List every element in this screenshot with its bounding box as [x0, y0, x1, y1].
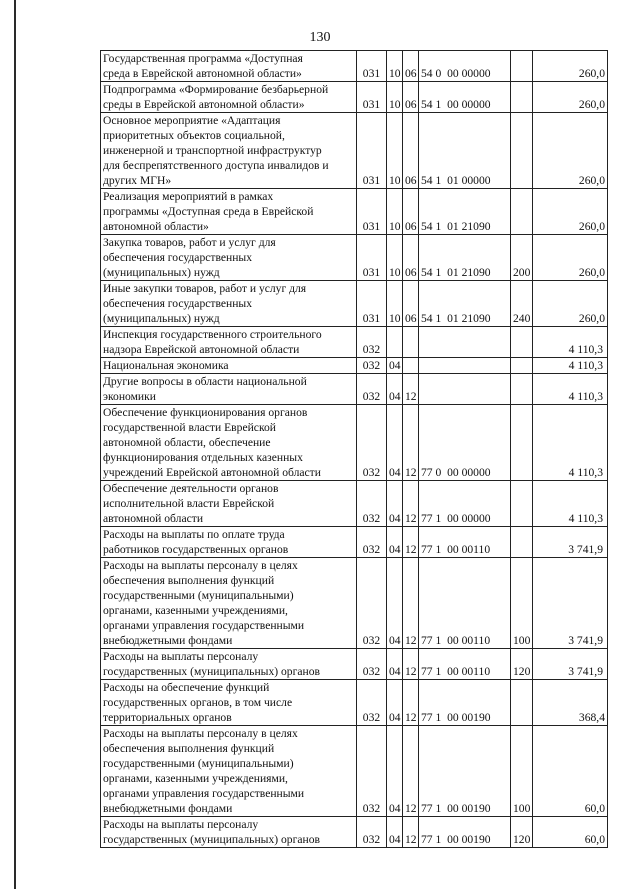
amount: 368,4 — [533, 680, 608, 726]
table-row — [101, 649, 608, 680]
target-code: 54 0 00 00000 — [419, 51, 511, 82]
section-code: 04 — [387, 726, 403, 817]
target-code: 54 1 01 00000 — [419, 113, 511, 189]
subsection-code — [403, 358, 419, 374]
target-code — [419, 327, 511, 358]
target-code — [419, 358, 511, 374]
subsection-code: 12 — [403, 680, 419, 726]
subsection-code: 06 — [403, 235, 419, 281]
subsection-code: 12 — [403, 817, 419, 848]
item-name: Расходы на выплаты персоналу в целях обеспечения выполнения функций государственными (муниципальными) органами, казенными учреждениями, органами управления государственными внебюджетными фондами — [101, 726, 357, 817]
amount: 60,0 — [533, 817, 608, 848]
expense-type-code — [511, 189, 533, 235]
section-code: 04 — [387, 374, 403, 405]
table-row — [101, 235, 608, 281]
amount: 3 741,9 — [533, 527, 608, 558]
target-code: 77 1 00 00110 — [419, 527, 511, 558]
section-code: 10 — [387, 82, 403, 113]
section-code: 04 — [387, 817, 403, 848]
expense-type-code — [511, 374, 533, 405]
item-name: Расходы на обеспечение функций государственных органов, в том числе территориальных органов — [101, 680, 357, 726]
ved-code: 031 — [357, 51, 387, 82]
item-name: Расходы на выплаты персоналу государственных (муниципальных) органов — [101, 649, 357, 680]
section-code: 10 — [387, 113, 403, 189]
expense-type-code: 120 — [511, 649, 533, 680]
table-row — [101, 358, 608, 374]
expense-type-code — [511, 358, 533, 374]
section-code: 10 — [387, 281, 403, 327]
subsection-code: 12 — [403, 726, 419, 817]
ved-code: 032 — [357, 327, 387, 358]
table-row — [101, 527, 608, 558]
amount: 260,0 — [533, 281, 608, 327]
expense-type-code — [511, 405, 533, 481]
amount: 4 110,3 — [533, 481, 608, 527]
ved-code: 031 — [357, 113, 387, 189]
table-row — [101, 558, 608, 649]
section-code: 04 — [387, 481, 403, 527]
ved-code: 032 — [357, 649, 387, 680]
table-row — [101, 281, 608, 327]
target-code: 54 1 01 21090 — [419, 281, 511, 327]
subsection-code: 12 — [403, 405, 419, 481]
table-row — [101, 726, 608, 817]
target-code: 77 0 00 00000 — [419, 405, 511, 481]
item-name: Государственная программа «Доступная среда в Еврейской автономной области» — [101, 51, 357, 82]
item-name: Расходы на выплаты персоналу в целях обеспечения выполнения функций государственными (муниципальными) органами, казенными учреждениями, органами управления государственными внебюджетными фондами — [101, 558, 357, 649]
ved-code: 032 — [357, 358, 387, 374]
table-row — [101, 481, 608, 527]
amount: 4 110,3 — [533, 358, 608, 374]
budget-table — [100, 50, 608, 848]
table-row — [101, 51, 608, 82]
ved-code: 031 — [357, 281, 387, 327]
ved-code: 032 — [357, 726, 387, 817]
target-code: 77 1 00 00190 — [419, 817, 511, 848]
amount: 3 741,9 — [533, 558, 608, 649]
item-name: Инспекция государственного строительного надзора Еврейской автономной области — [101, 327, 357, 358]
amount: 4 110,3 — [533, 405, 608, 481]
subsection-code: 06 — [403, 113, 419, 189]
subsection-code: 12 — [403, 374, 419, 405]
ved-code: 032 — [357, 558, 387, 649]
expense-type-code: 200 — [511, 235, 533, 281]
item-name: Закупка товаров, работ и услуг для обеспечения государственных (муниципальных) нужд — [101, 235, 357, 281]
expense-type-code — [511, 527, 533, 558]
expense-type-code — [511, 113, 533, 189]
target-code: 77 1 00 00110 — [419, 649, 511, 680]
target-code: 77 1 00 00190 — [419, 726, 511, 817]
item-name: Расходы на выплаты персоналу государственных (муниципальных) органов — [101, 817, 357, 848]
target-code: 54 1 00 00000 — [419, 82, 511, 113]
subsection-code — [403, 327, 419, 358]
ved-code: 031 — [357, 82, 387, 113]
table-row — [101, 817, 608, 848]
subsection-code: 12 — [403, 481, 419, 527]
expense-type-code: 240 — [511, 281, 533, 327]
table-row — [101, 113, 608, 189]
subsection-code: 12 — [403, 558, 419, 649]
section-code: 10 — [387, 235, 403, 281]
section-code: 04 — [387, 680, 403, 726]
expense-type-code — [511, 680, 533, 726]
amount: 4 110,3 — [533, 374, 608, 405]
ved-code: 032 — [357, 527, 387, 558]
table-row — [101, 82, 608, 113]
expense-type-code — [511, 481, 533, 527]
target-code: 77 1 00 00110 — [419, 558, 511, 649]
item-name: Обеспечение деятельности органов исполнительной власти Еврейской автономной области — [101, 481, 357, 527]
section-code — [387, 327, 403, 358]
expense-type-code: 120 — [511, 817, 533, 848]
amount: 4 110,3 — [533, 327, 608, 358]
subsection-code: 06 — [403, 281, 419, 327]
ved-code: 032 — [357, 680, 387, 726]
expense-type-code: 100 — [511, 558, 533, 649]
subsection-code: 12 — [403, 649, 419, 680]
ved-code: 032 — [357, 374, 387, 405]
section-code: 10 — [387, 51, 403, 82]
section-code: 10 — [387, 189, 403, 235]
subsection-code: 06 — [403, 189, 419, 235]
subsection-code: 12 — [403, 527, 419, 558]
section-code: 04 — [387, 649, 403, 680]
amount: 260,0 — [533, 82, 608, 113]
item-name: Обеспечение функционирования органов государственной власти Еврейской автономной области, обеспечение функционирования отдельных казенных учреждений Еврейской автономной области — [101, 405, 357, 481]
ved-code: 031 — [357, 235, 387, 281]
target-code — [419, 374, 511, 405]
subsection-code: 06 — [403, 51, 419, 82]
amount: 260,0 — [533, 189, 608, 235]
expense-type-code — [511, 327, 533, 358]
page-binding-line — [14, 0, 16, 889]
target-code: 77 1 00 00000 — [419, 481, 511, 527]
table-row — [101, 680, 608, 726]
target-code: 54 1 01 21090 — [419, 235, 511, 281]
ved-code: 032 — [357, 481, 387, 527]
subsection-code: 06 — [403, 82, 419, 113]
item-name: Основное мероприятие «Адаптация приоритетных объектов социальной, инженерной и транспортной инфраструктур для беспрепятственного доступа инвалидов и других МГН» — [101, 113, 357, 189]
ved-code: 031 — [357, 189, 387, 235]
section-code: 04 — [387, 527, 403, 558]
budget-table-body — [101, 51, 608, 848]
item-name: Подпрограмма «Формирование безбарьерной среды в Еврейской автономной области» — [101, 82, 357, 113]
table-row — [101, 405, 608, 481]
expense-type-code — [511, 51, 533, 82]
amount: 260,0 — [533, 51, 608, 82]
amount: 260,0 — [533, 235, 608, 281]
amount: 260,0 — [533, 113, 608, 189]
target-code: 54 1 01 21090 — [419, 189, 511, 235]
amount: 60,0 — [533, 726, 608, 817]
section-code: 04 — [387, 358, 403, 374]
amount: 3 741,9 — [533, 649, 608, 680]
section-code: 04 — [387, 558, 403, 649]
item-name: Национальная экономика — [101, 358, 357, 374]
table-row — [101, 374, 608, 405]
target-code: 77 1 00 00190 — [419, 680, 511, 726]
item-name: Реализация мероприятий в рамках программы «Доступная среда в Еврейской автономной области» — [101, 189, 357, 235]
table-row — [101, 327, 608, 358]
expense-type-code: 100 — [511, 726, 533, 817]
ved-code: 032 — [357, 405, 387, 481]
item-name: Расходы на выплаты по оплате труда работников государственных органов — [101, 527, 357, 558]
section-code: 04 — [387, 405, 403, 481]
table-row — [101, 189, 608, 235]
item-name: Иные закупки товаров, работ и услуг для обеспечения государственных (муниципальных) нужд — [101, 281, 357, 327]
ved-code: 032 — [357, 817, 387, 848]
expense-type-code — [511, 82, 533, 113]
page-number: 130 — [309, 30, 331, 45]
item-name: Другие вопросы в области национальной экономики — [101, 374, 357, 405]
